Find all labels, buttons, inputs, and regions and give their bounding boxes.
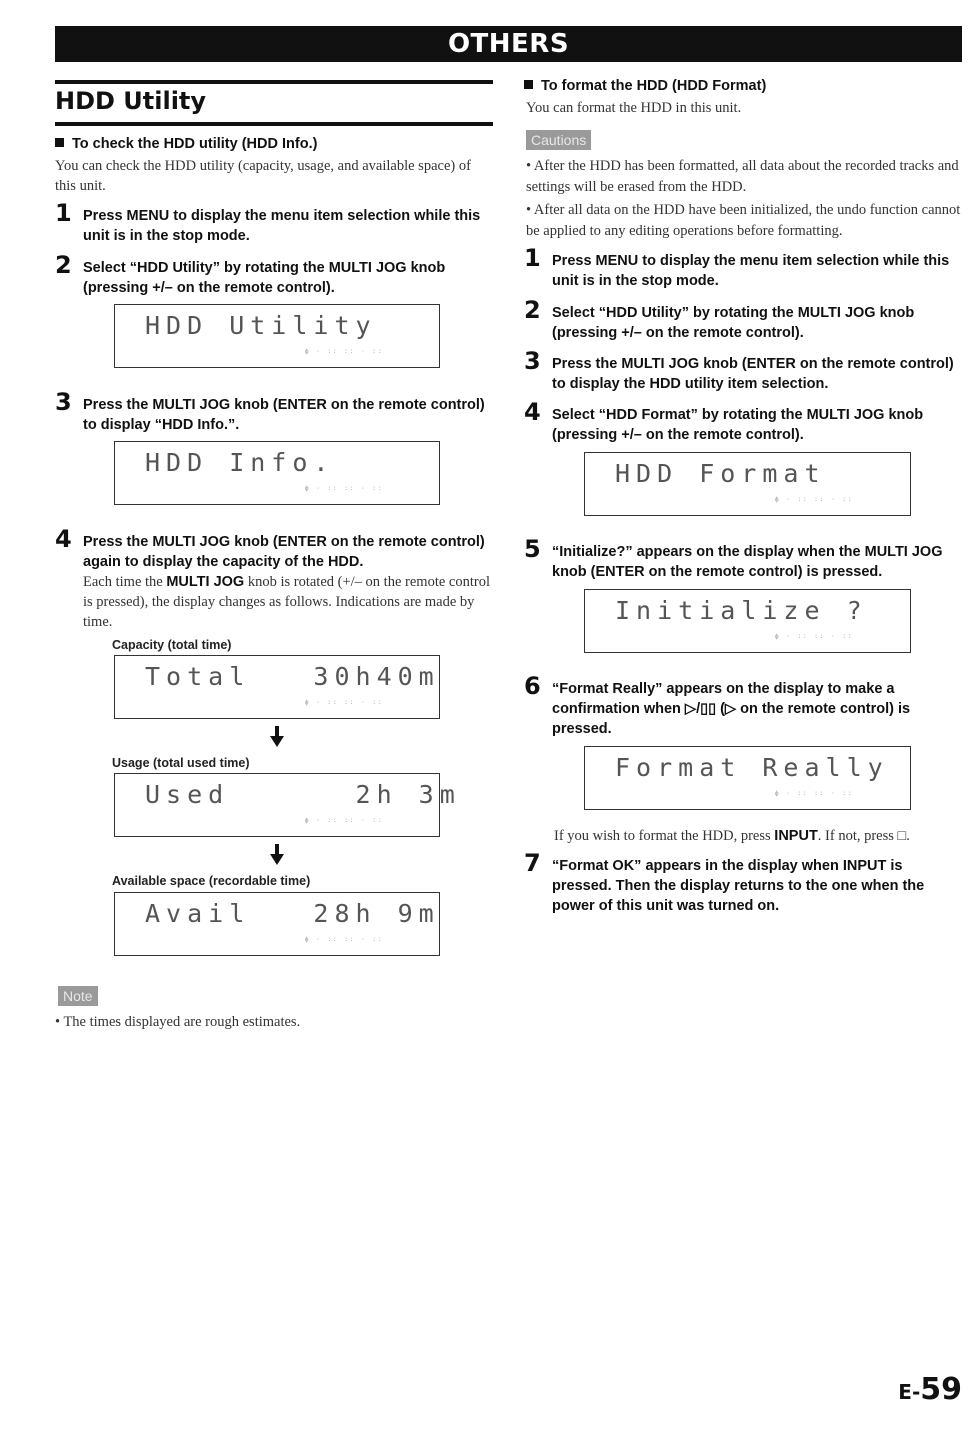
title-rule-top	[55, 80, 493, 84]
page-title: HDD Utility	[55, 87, 207, 115]
step-text: “Format Really” appears on the display to make a confirmation when ▷/▯▯ (▷ on the remote control) is pressed.	[552, 681, 911, 737]
lcd-indicator: ф · :: :: · ::	[775, 790, 854, 797]
lcd-format-really	[584, 746, 911, 810]
cautions-tag: Cautions	[526, 130, 591, 150]
lcd-hdd-format	[584, 452, 911, 516]
lcd-text: Used 2h 3m	[145, 780, 461, 809]
lcd-text: Avail 28h 9m	[145, 899, 440, 928]
caution-item: • After all data on the HDD have been initialized, the undo function cannot be applied to any editing operations before formatting.	[526, 202, 961, 239]
lcd-text: HDD Info.	[145, 448, 335, 477]
step-number: 7	[524, 849, 541, 877]
step-text: Press the MULTI JOG knob (ENTER on the remote control) to display “HDD Info.”.	[83, 397, 485, 433]
lcd-text: HDD Utility	[145, 311, 377, 340]
down-arrow-icon	[268, 726, 286, 748]
step-text: Select “HDD Format” by rotating the MULTI JOG knob (pressing +/– on the remote control).	[552, 407, 924, 443]
check-heading: To check the HDD utility (HDD Info.)	[55, 136, 317, 152]
lcd-hdd-info	[114, 441, 440, 505]
left-step-1	[55, 199, 493, 246]
step-text: Press MENU to display the menu item selection while this unit is in the stop mode.	[83, 208, 481, 244]
step-text: Press the MULTI JOG knob (ENTER on the remote control) again to display the capacity of the HDD.	[83, 534, 485, 570]
page-number: E-59	[898, 1372, 962, 1407]
usage-label: Usage (total used time)	[112, 756, 250, 770]
caution-item: • After the HDD has been formatted, all data about the recorded tracks and settings will be erased from the HDD.	[526, 158, 959, 195]
lcd-indicator: ф · :: :: · ::	[305, 699, 384, 706]
format-heading: To format the HDD (HDD Format)	[524, 78, 766, 94]
lcd-used	[114, 773, 461, 837]
lcd-indicator: ф · :: :: · ::	[775, 633, 854, 640]
lcd-avail	[114, 892, 440, 956]
down-arrow-icon	[268, 844, 286, 866]
right-step-5	[524, 535, 964, 582]
lcd-indicator: ф · :: :: · ::	[305, 348, 384, 355]
step-text: “Format OK” appears in the display when INPUT is pressed. Then the display returns to the one when the power of this unit was turned on.	[552, 858, 925, 914]
right-step-4	[524, 398, 964, 445]
check-intro: You can check the HDD utility (capacity, usage, and available space) of this unit.	[55, 158, 471, 194]
note-tag: Note	[58, 986, 98, 1006]
step-text: Press MENU to display the menu item selection while this unit is in the stop mode.	[552, 253, 950, 289]
lcd-text: Total 30h40m	[145, 662, 440, 691]
step-number: 4	[524, 398, 541, 426]
lcd-indicator: ф · :: :: · ::	[305, 817, 384, 824]
note-text: • The times displayed are rough estimates.	[55, 1014, 301, 1030]
step-number: 5	[524, 535, 541, 563]
lcd-total	[114, 655, 440, 719]
step-number: 2	[55, 251, 72, 279]
step-number: 1	[55, 199, 72, 227]
right-step-3	[524, 347, 964, 394]
right-step-2	[524, 296, 964, 343]
lcd-indicator: ф · :: :: · ::	[305, 485, 384, 492]
right-step-7	[524, 849, 964, 916]
lcd-text: HDD Format	[615, 459, 826, 488]
step-number: 2	[524, 296, 541, 324]
step-text: “Initialize?” appears on the display when the MULTI JOG knob (ENTER on the remote control) is pressed.	[552, 544, 943, 580]
left-step-2	[55, 251, 493, 298]
lcd-text: Format Really	[615, 753, 889, 782]
step-number: 6	[524, 672, 541, 700]
step-number: 4	[55, 525, 72, 553]
lcd-initialize	[584, 589, 911, 653]
step-number: 1	[524, 244, 541, 272]
format-intro: You can format the HDD in this unit.	[526, 100, 742, 116]
capacity-label: Capacity (total time)	[112, 638, 232, 652]
step-text: Press the MULTI JOG knob (ENTER on the remote control) to display the HDD utility item selection.	[552, 356, 954, 392]
right-step-1	[524, 244, 964, 291]
available-label: Available space (recordable time)	[112, 874, 311, 888]
left-step-3	[55, 388, 493, 435]
right-step-6	[524, 672, 964, 739]
step-number: 3	[524, 347, 541, 375]
left-step-4	[55, 525, 493, 572]
title-rule-bottom	[55, 122, 493, 126]
step4-description: Each time the MULTI JOG knob is rotated (+/– on the remote control is pressed), the display changes as follows. Indications are made by time.	[83, 574, 490, 630]
lcd-text: Initialize ?	[615, 596, 868, 625]
step-text: Select “HDD Utility” by rotating the MULTI JOG knob (pressing +/– on the remote control).	[552, 305, 915, 341]
step6-followup: If you wish to format the HDD, press INPUT. If not, press □.	[554, 828, 910, 844]
lcd-indicator: ф · :: :: · ::	[305, 936, 384, 943]
step-text: Select “HDD Utility” by rotating the MULTI JOG knob (pressing +/– on the remote control).	[83, 260, 446, 296]
lcd-hdd-utility	[114, 304, 440, 368]
step-number: 3	[55, 388, 72, 416]
section-header: OTHERS	[55, 26, 962, 62]
lcd-indicator: ф · :: :: · ::	[775, 496, 854, 503]
